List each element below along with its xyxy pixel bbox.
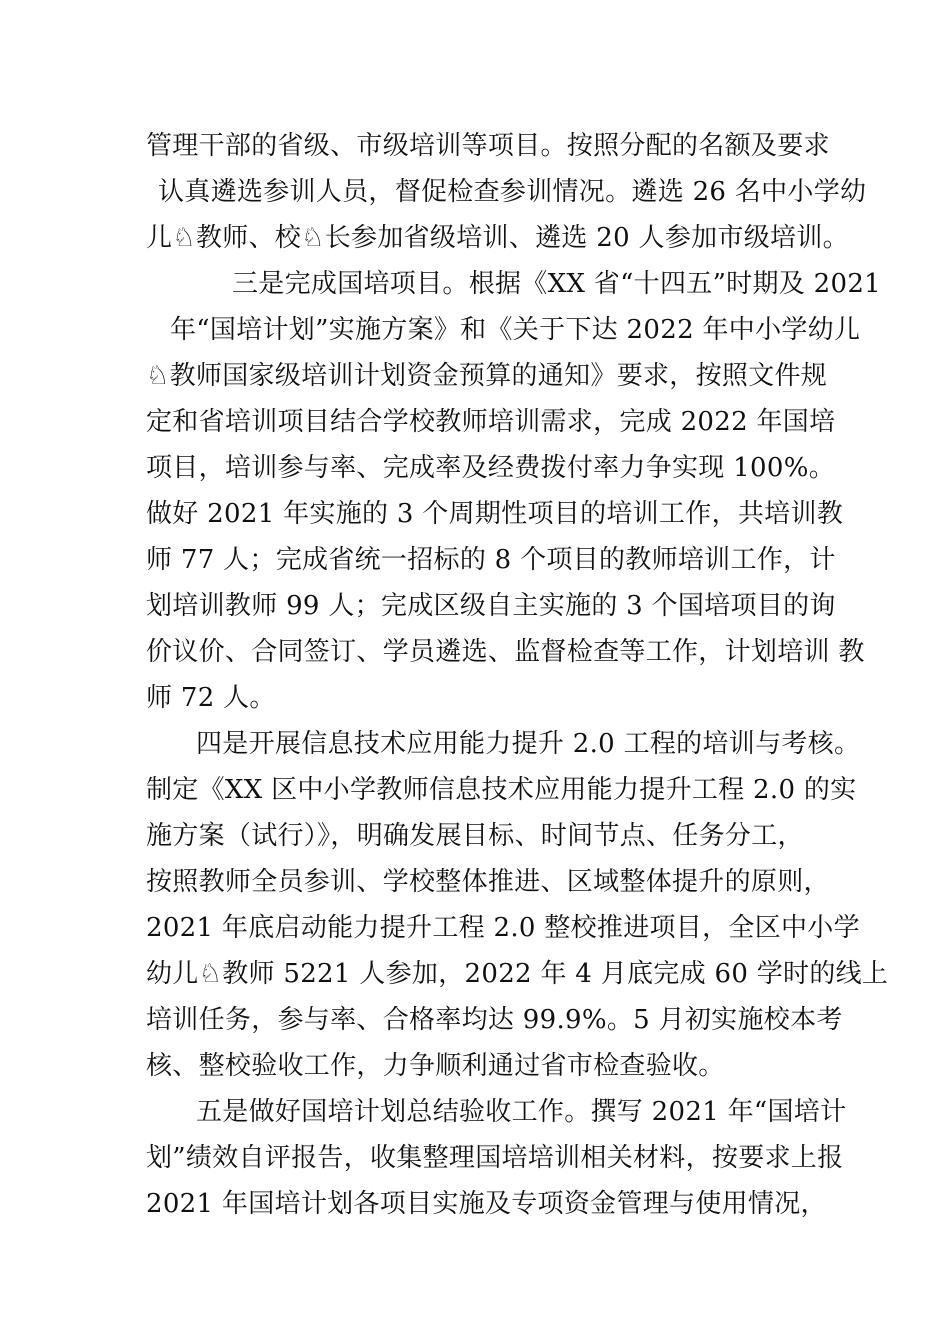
text-line: 做好 2021 年实施的 3 个周期性项目的培训工作，共培训教: [146, 499, 844, 529]
text-line: 认真遴选参训人员，督促检查参训情况。遴选 26 名中小学幼: [158, 177, 867, 207]
text-line: 价议价、合同签订、学员遴选、监督检查等工作，计划培训 教: [146, 637, 865, 667]
text-line: 儿♘教师、校♘长参加省级培训、遴选 20 人参加市级培训。: [146, 223, 849, 253]
text-line: 施方案（试行）》，明确发展目标、时间节点、任务分工，: [146, 821, 804, 851]
text-line: 师 72 人。: [146, 683, 276, 713]
text-line: ♘教师国家级培训计划资金预算的通知》要求，按照文件规: [146, 361, 828, 391]
text-line: 四是开展信息技术应用能力提升 2.0 工程的培训与考核。: [196, 729, 861, 759]
text-line: 定和省培训项目结合学校教师培训需求，完成 2022 年国培: [146, 407, 836, 437]
text-line: 按照教师全员参训、学校整体推进、区域整体提升的原则，: [146, 867, 830, 897]
text-line: 五是做好国培计划总结验收工作。撰写 2021 年“国培计: [196, 1097, 847, 1127]
text-line: 年“国培计划”实施方案》和《关于下达 2022 年中小学幼儿: [170, 315, 861, 345]
text-line: 项目，培训参与率、完成率及经费拨付率力争实现 100%。: [146, 453, 835, 483]
text-line: 2021 年底启动能力提升工程 2.0 整校推进项目，全区中小学: [146, 913, 860, 943]
text-line: 划”绩效自评报告，收集整理国培培训相关材料，按要求上报: [146, 1143, 844, 1173]
text-line: 划培训教师 99 人；完成区级自主实施的 3 个国培项目的询: [146, 591, 836, 621]
text-line: 制定《XX 区中小学教师信息技术应用能力提升工程 2.0 的实: [146, 775, 857, 805]
text-line: 幼儿♘教师 5221 人参加，2022 年 4 月底完成 60 学时的线上: [146, 959, 889, 989]
text-line: 管理干部的省级、市级培训等项目。按照分配的名额及要求: [146, 131, 830, 161]
text-line: 核、整校验收工作，力争顺利通过省市检查验收。: [146, 1051, 725, 1081]
text-line: 2021 年国培计划各项目实施及专项资金管理与使用情况，: [146, 1189, 827, 1219]
text-line: 师 77 人；完成省统一招标的 8 个项目的教师培训工作，计: [146, 545, 836, 575]
text-line: 三是完成国培项目。根据《XX 省“十四五”时期及 2021: [232, 269, 882, 299]
text-line: 培训任务，参与率、合格率均达 99.9%。5 月初实施校本考: [146, 1005, 843, 1035]
